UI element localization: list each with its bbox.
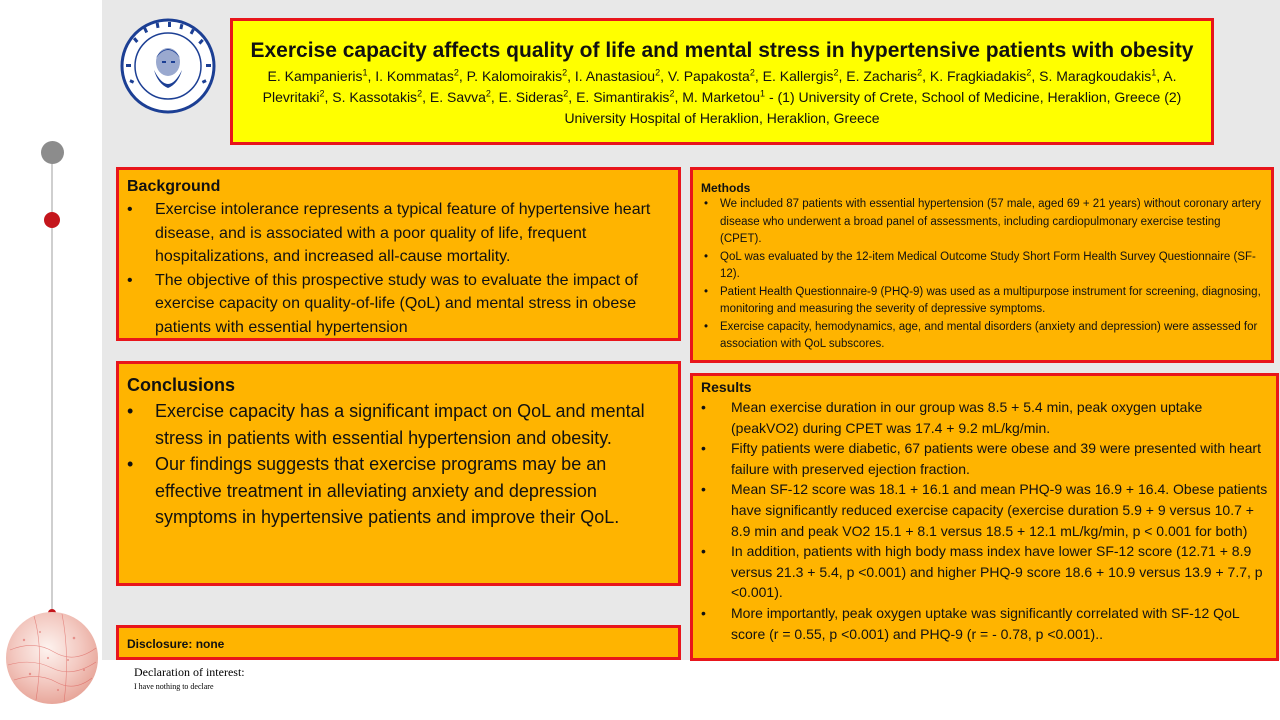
timeline-active-dot-icon[interactable] bbox=[44, 212, 60, 228]
author-list: E. Kampanieris$^1$, I. Kommatas$^2$, P. Kalomoirakis$^2$, I. Anastasiou$^2$, V. Papakosta$^2$, E. Kallergis$^2$, E. Zacharis$^2$, K. Fragkiadakis$^2$, S. Maragkoudakis$^1$, A. Plevritaki$^2$, S. Kassotakis$^2$, E. Savva$^2$, E. Sideras$^2$, E. Simantirakis$^2$, M. Marketou$^1$ - (1) University of Crete, School of Medicine, Heraklion, Greece (2) University Hospital of Heraklion, Heraklion, Greece bbox=[262, 67, 1182, 126]
section-heading: Methods bbox=[701, 181, 751, 195]
poster-title-panel bbox=[230, 18, 1214, 145]
poster-title: Exercise capacity affects quality of life and mental stress in hypertensive patients with obesity bbox=[250, 39, 1194, 62]
declaration-heading: Declaration of interest: bbox=[134, 665, 245, 679]
university-seal-logo bbox=[120, 18, 216, 114]
bullet-item: • Mean SF-12 score was 18.1 + 16.1 and mean PHQ-9 was 16.9 + 16.4. Obese patients have significantly reduced exercise capacity (exercise duration 5.9 + 9 versus 10.7 + 8.9 min and peak VO2 15.1 + 8.1 versus 18.5 + 12.1 mL/kg/min, p < 0.001 for both) bbox=[701, 479, 1268, 541]
bullet-item: • We included 87 patients with essential hypertension (57 male, aged 69 + 21 years) without coronary artery disease who underwent a broad panel of assessments, including cardiopulmonary exercise testing (CPET). bbox=[701, 196, 1263, 249]
bullet-item: • Patient Health Questionnaire-9 (PHQ-9) was used as a multipurpose instrument for screening, diagnosing, monitoring and measuring the severity of depressive symptoms. bbox=[701, 284, 1263, 319]
bullet-list bbox=[127, 198, 670, 339]
disclosure-label: Disclosure: none bbox=[127, 637, 225, 651]
bullet-item: • The objective of this prospective study was to evaluate the impact of exercise capacity on quality-of-life (QoL) and mental stress in obese patients with essential hypertension bbox=[127, 269, 670, 340]
bullet-list bbox=[701, 196, 1263, 354]
bullet-item: • In addition, patients with high body mass index have lower SF-12 score (12.71 + 8.9 versus 21.3 + 5.4, p <0.001) and higher PHQ-9 score 18.6 + 10.9 versus 13.9 + 7.7, p <0.001). bbox=[701, 541, 1268, 603]
disclosure-section bbox=[116, 625, 681, 660]
bullet-item: • Exercise capacity, hemodynamics, age, and mental disorders (anxiety and depression) were assessed for association with QoL subscores. bbox=[701, 319, 1263, 354]
background-section bbox=[116, 167, 681, 341]
bullet-list bbox=[701, 397, 1268, 644]
bullet-item: • Fifty patients were diabetic, 67 patients were obese and 39 were presented with heart failure with preserved ejection fraction. bbox=[701, 438, 1268, 479]
bullet-item: • Exercise intolerance represents a typical feature of hypertensive heart disease, and is associated with a poor quality of life, frequent hospitalizations, and increased all-cause mortality. bbox=[127, 198, 670, 269]
declaration-text: I have nothing to declare bbox=[134, 682, 214, 691]
declaration-of-interest bbox=[134, 665, 245, 691]
section-heading: Results bbox=[701, 379, 752, 395]
bullet-item: • Our findings suggests that exercise programs may be an effective treatment in alleviating anxiety and depression symptoms in hypertensive patients and improve their QoL. bbox=[127, 451, 670, 531]
conclusions-section bbox=[116, 361, 681, 586]
methods-section bbox=[690, 167, 1274, 363]
timeline-dot-icon[interactable] bbox=[41, 141, 64, 164]
bullet-item: • Exercise capacity has a significant impact on QoL and mental stress in patients with essential hypertension and obesity. bbox=[127, 398, 670, 451]
results-section bbox=[690, 373, 1279, 661]
bullet-item: • QoL was evaluated by the 12-item Medical Outcome Study Short Form Health Survey Questionnaire (SF-12). bbox=[701, 249, 1263, 284]
globe-decoration-icon bbox=[4, 610, 100, 706]
bullet-item: • Mean exercise duration in our group was 8.5 + 5.4 min, peak oxygen uptake (peakVO2) during CPET was 17.4 + 9.2 mL/kg/min. bbox=[701, 397, 1268, 438]
section-heading: Conclusions bbox=[127, 375, 236, 395]
section-heading: Background bbox=[127, 178, 221, 195]
bullet-list bbox=[127, 398, 670, 531]
bullet-item: • More importantly, peak oxygen uptake was significantly correlated with SF-12 QoL score (r = 0.55, p <0.001) and PHQ-9 (r = - 0.78, p <0.001).. bbox=[701, 603, 1268, 644]
